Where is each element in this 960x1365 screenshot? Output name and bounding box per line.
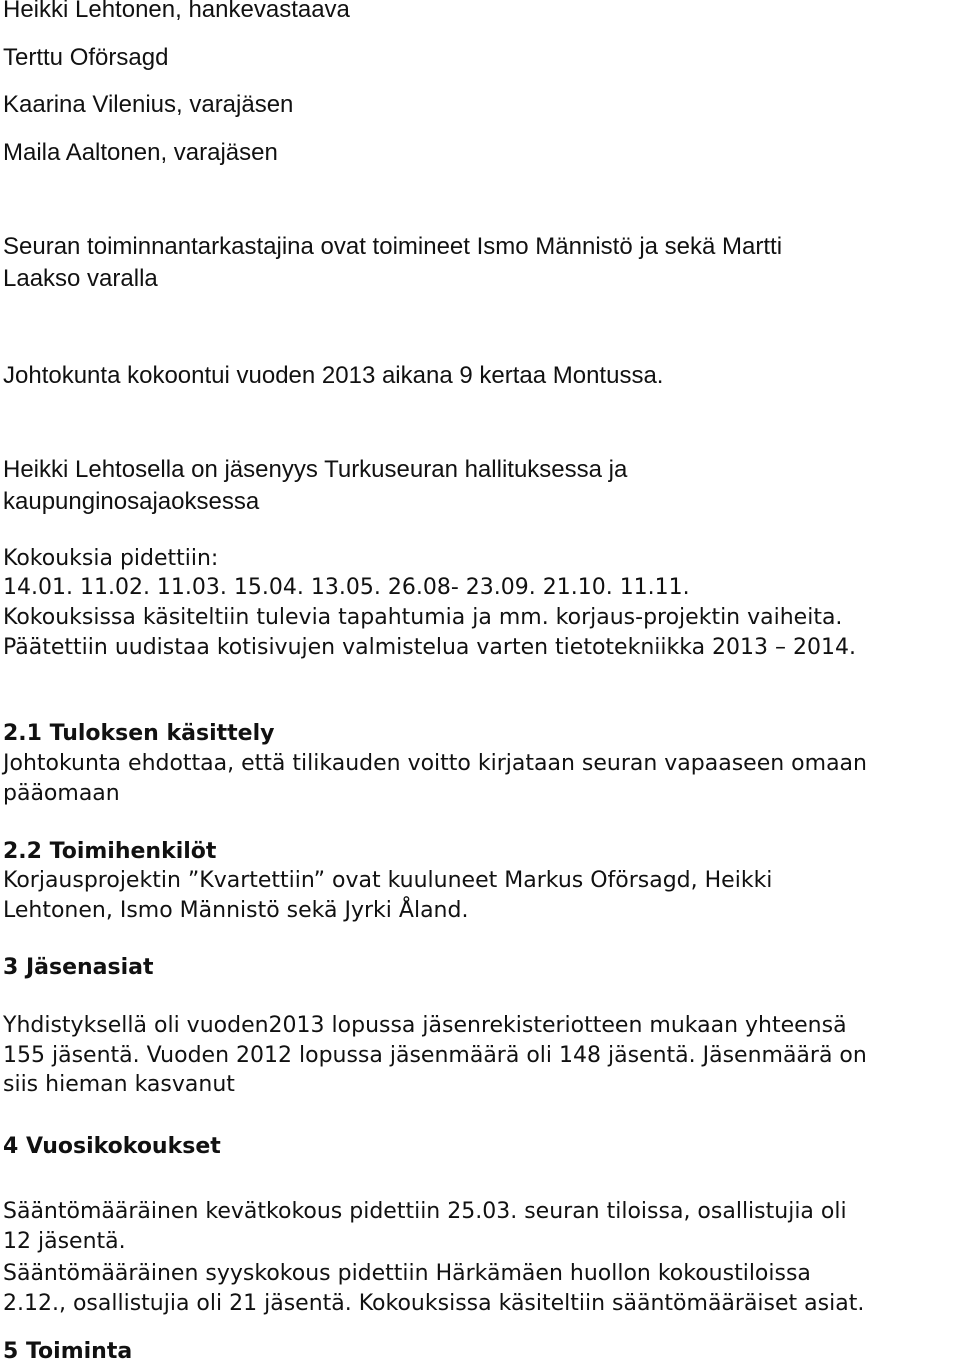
auditors-line: Laakso varalla <box>3 265 158 292</box>
meetings-line: Kokouksia pidettiin: <box>3 546 219 571</box>
section-heading-5: 5 Toiminta <box>3 1339 133 1364</box>
section-heading-2-2: 2.2 Toimihenkilöt <box>3 839 217 864</box>
meeting-dates: 14.01. 11.02. 11.03. 15.04. 13.05. 26.08- 23.09. 21.10. 11.11. <box>3 575 690 600</box>
section-4-line: Sääntömääräinen syyskokous pidettiin Härkämäen huollon kokoustiloissa <box>3 1261 811 1286</box>
meetings-line: Päätettiin uudistaa kotisivujen valmistelua varten tietotekniikka 2013 – 2014. <box>3 635 857 660</box>
section-2-1-line: Johtokunta ehdottaa, että tilikauden voitto kirjataan seuran vapaaseen omaan <box>3 751 867 776</box>
section-3-line: siis hieman kasvanut <box>3 1072 235 1097</box>
meetings-line: Kokouksissa käsiteltiin tulevia tapahtumia ja mm. korjaus-projektin vaiheita. <box>3 605 843 630</box>
section-heading-4: 4 Vuosikokoukset <box>3 1134 221 1159</box>
section-4-line: Sääntömääräinen kevätkokous pidettiin 25.03. seuran tiloissa, osallistujia oli <box>3 1199 847 1224</box>
section-2-1-line: pääomaan <box>3 781 120 806</box>
section-heading-2-1: 2.1 Tuloksen käsittely <box>3 721 275 746</box>
board-meetings-text: Johtokunta kokoontui vuoden 2013 aikana 9 kertaa Montussa. <box>3 362 664 389</box>
member-line: Heikki Lehtonen, hankevastaava <box>3 0 350 23</box>
section-2-2-line: Lehtonen, Ismo Männistö sekä Jyrki Åland. <box>3 898 469 923</box>
section-4-line: 12 jäsentä. <box>3 1229 126 1254</box>
section-3-line: 155 jäsentä. Vuoden 2012 lopussa jäsenmäärä oli 148 jäsentä. Jäsenmäärä on <box>3 1043 867 1068</box>
member-line: Kaarina Vilenius, varajäsen <box>3 91 294 118</box>
membership-note-line: kaupunginosajaoksessa <box>3 488 260 515</box>
section-3-line: Yhdistyksellä oli vuoden2013 lopussa jäsenrekisteriotteen mukaan yhteensä <box>3 1013 847 1038</box>
section-2-2-line: Korjausprojektin ”Kvartettiin” ovat kuuluneet Markus Oförsagd, Heikki <box>3 868 773 893</box>
member-line: Maila Aaltonen, varajäsen <box>3 139 278 166</box>
auditors-line: Seuran toiminnantarkastajina ovat toimineet Ismo Männistö ja sekä Martti <box>3 233 783 260</box>
section-heading-3: 3 Jäsenasiat <box>3 955 154 980</box>
membership-note-line: Heikki Lehtosella on jäsenyys Turkuseuran hallituksessa ja <box>3 456 628 483</box>
member-line: Terttu Oförsagd <box>3 44 169 71</box>
section-4-line: 2.12., osallistujia oli 21 jäsentä. Kokouksissa käsiteltiin sääntömääräiset asiat. <box>3 1291 865 1316</box>
